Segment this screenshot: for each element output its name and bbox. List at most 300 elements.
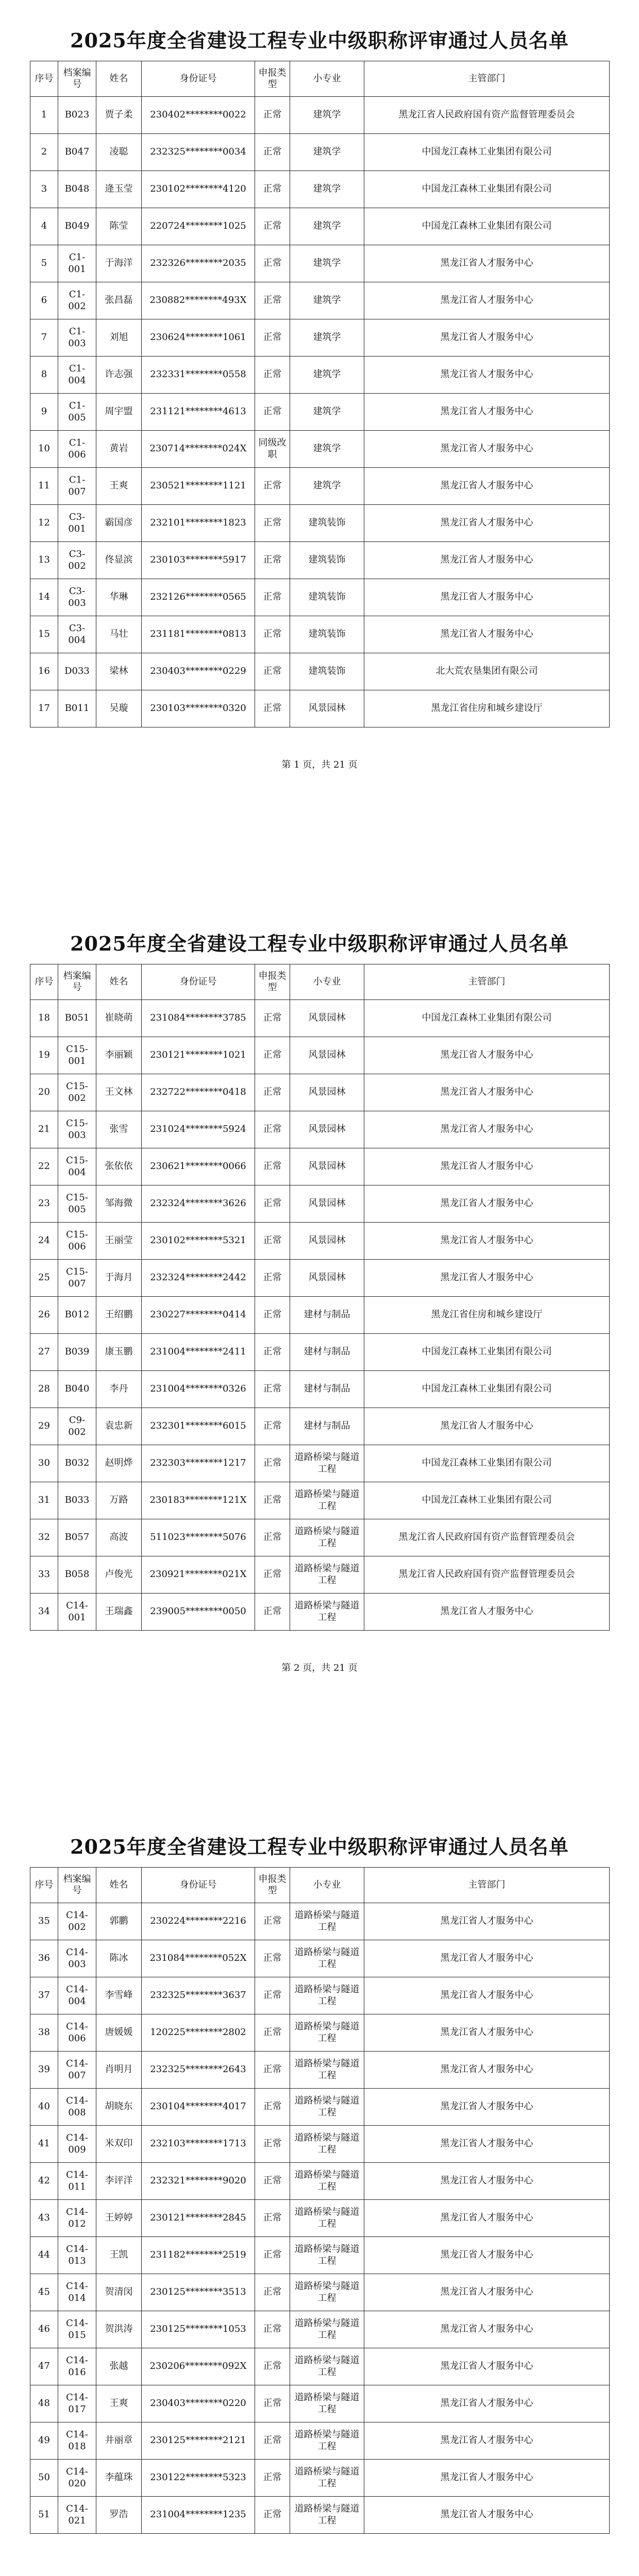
cell-archive-no: B032: [58, 1445, 96, 1482]
cell-id-number: 230102********5321: [142, 1223, 255, 1260]
header-row: [30, 1868, 610, 1903]
cell-archive-no: C15-002: [58, 1074, 96, 1111]
cell-seq: 46: [30, 2311, 58, 2348]
cell-specialty: 道路桥梁与隧道工程: [290, 1594, 364, 1631]
table-row: [30, 1111, 610, 1148]
table-row: [30, 542, 610, 579]
cell-department: 黑龙江省人才服务中心: [364, 2014, 610, 2052]
cell-id-number: 232303********1217: [142, 1445, 255, 1482]
cell-name: 王文林: [96, 1074, 142, 1111]
cell-specialty: 道路桥梁与隧道工程: [290, 1556, 364, 1594]
column-header-department: 主管部门: [364, 1868, 610, 1903]
roster-table: [30, 61, 610, 727]
cell-seq: 4: [30, 208, 58, 245]
table-row: [30, 245, 610, 282]
cell-archive-no: C14-020: [58, 2460, 96, 2497]
cell-seq: 49: [30, 2422, 58, 2460]
cell-apply-type: 正常: [255, 1519, 290, 1556]
cell-archive-no: C14-001: [58, 1594, 96, 1631]
cell-name: 刘旭: [96, 319, 142, 357]
column-header-name: 姓名: [96, 1868, 142, 1903]
table-row: [30, 208, 610, 245]
table-row: [30, 616, 610, 653]
cell-apply-type: 正常: [255, 1940, 290, 1977]
table-row: [30, 1148, 610, 1185]
cell-archive-no: C15-004: [58, 1148, 96, 1185]
column-header-seq: 序号: [30, 964, 58, 1000]
cell-department: 黑龙江省人才服务中心: [364, 1594, 610, 1631]
cell-department: 北大荒农垦集团有限公司: [364, 653, 610, 690]
cell-specialty: 建筑装饰: [290, 579, 364, 616]
cell-id-number: 231121********4613: [142, 394, 255, 431]
roster-table: [30, 1867, 610, 2534]
cell-name: 高波: [96, 1519, 142, 1556]
cell-specialty: 道路桥梁与隧道工程: [290, 2497, 364, 2534]
cell-name: 郭鹏: [96, 1903, 142, 1940]
cell-id-number: 231181********0813: [142, 616, 255, 653]
table-row: [30, 97, 610, 134]
cell-id-number: 231084********3785: [142, 1000, 255, 1037]
cell-seq: 30: [30, 1445, 58, 1482]
cell-apply-type: 正常: [255, 208, 290, 245]
table-row: [30, 1977, 610, 2014]
cell-apply-type: 正常: [255, 1556, 290, 1594]
cell-seq: 38: [30, 2014, 58, 2052]
cell-name: 李丹: [96, 1371, 142, 1408]
cell-seq: 14: [30, 579, 58, 616]
cell-specialty: 道路桥梁与隧道工程: [290, 1519, 364, 1556]
cell-name: 陈冰: [96, 1940, 142, 1977]
cell-archive-no: C14-008: [58, 2089, 96, 2126]
cell-department: 中国龙江森林工业集团有限公司: [364, 171, 610, 208]
table-row: [30, 1297, 610, 1334]
cell-id-number: 231024********5924: [142, 1111, 255, 1148]
cell-apply-type: 正常: [255, 171, 290, 208]
cell-specialty: 建筑学: [290, 134, 364, 171]
cell-seq: 10: [30, 431, 58, 468]
cell-department: 黑龙江省人民政府国有资产监督管理委员会: [364, 1519, 610, 1556]
cell-archive-no: C14-009: [58, 2126, 96, 2163]
cell-department: 黑龙江省人才服务中心: [364, 2089, 610, 2126]
table-row: [30, 1185, 610, 1223]
cell-specialty: 风景园林: [290, 1111, 364, 1148]
cell-apply-type: 正常: [255, 579, 290, 616]
table-row: [30, 2089, 610, 2126]
table-row: [30, 1594, 610, 1631]
cell-name: 张雪: [96, 1111, 142, 1148]
table-row: [30, 2237, 610, 2274]
table-row: [30, 1940, 610, 1977]
cell-department: 黑龙江省人才服务中心: [364, 357, 610, 394]
cell-specialty: 建筑装饰: [290, 505, 364, 542]
column-header-specialty: 小专业: [290, 964, 364, 1000]
cell-archive-no: C14-007: [58, 2052, 96, 2089]
cell-name: 李丽颖: [96, 1037, 142, 1074]
cell-specialty: 道路桥梁与隧道工程: [290, 2311, 364, 2348]
cell-id-number: 230125********2121: [142, 2422, 255, 2460]
table-row: [30, 431, 610, 468]
table-row: [30, 357, 610, 394]
cell-id-number: 232722********0418: [142, 1074, 255, 1111]
cell-id-number: 120225********2802: [142, 2014, 255, 2052]
cell-archive-no: C1-007: [58, 468, 96, 505]
cell-archive-no: C3-003: [58, 579, 96, 616]
cell-archive-no: C1-001: [58, 245, 96, 282]
cell-specialty: 风景园林: [290, 1037, 364, 1074]
cell-id-number: 232324********3626: [142, 1185, 255, 1223]
page-title: 2025年度全省建设工程专业中级职称评审通过人员名单: [70, 29, 569, 52]
cell-archive-no: B048: [58, 171, 96, 208]
cell-specialty: 道路桥梁与隧道工程: [290, 2200, 364, 2237]
cell-department: 黑龙江省人才服务中心: [364, 468, 610, 505]
cell-archive-no: C14-016: [58, 2348, 96, 2385]
cell-name: 唐媛媛: [96, 2014, 142, 2052]
cell-seq: 26: [30, 1297, 58, 1334]
cell-department: 黑龙江省人才服务中心: [364, 2126, 610, 2163]
cell-seq: 41: [30, 2126, 58, 2163]
cell-seq: 20: [30, 1074, 58, 1111]
cell-department: 黑龙江省人才服务中心: [364, 2385, 610, 2422]
cell-specialty: 道路桥梁与隧道工程: [290, 2422, 364, 2460]
cell-name: 张昌磊: [96, 282, 142, 319]
cell-name: 王瑞鑫: [96, 1594, 142, 1631]
table-row: [30, 319, 610, 357]
cell-id-number: 230921********021X: [142, 1556, 255, 1594]
page-footer: 第 1 页，共 21 页: [281, 759, 358, 770]
cell-specialty: 建筑学: [290, 97, 364, 134]
cell-archive-no: B047: [58, 134, 96, 171]
cell-specialty: 建筑学: [290, 431, 364, 468]
cell-seq: 21: [30, 1111, 58, 1148]
cell-department: 黑龙江省人才服务中心: [364, 1260, 610, 1297]
cell-apply-type: 正常: [255, 1977, 290, 2014]
cell-name: 王婷婷: [96, 2200, 142, 2237]
cell-specialty: 建材与制品: [290, 1408, 364, 1445]
cell-name: 胡晓东: [96, 2089, 142, 2126]
cell-seq: 37: [30, 1977, 58, 2014]
cell-seq: 39: [30, 2052, 58, 2089]
cell-id-number: 230103********0320: [142, 690, 255, 727]
cell-specialty: 风景园林: [290, 1223, 364, 1260]
cell-department: 黑龙江省人才服务中心: [364, 2163, 610, 2200]
cell-apply-type: 正常: [255, 245, 290, 282]
cell-seq: 28: [30, 1371, 58, 1408]
cell-apply-type: 正常: [255, 1074, 290, 1111]
header-row: [30, 61, 610, 97]
cell-apply-type: 正常: [255, 282, 290, 319]
cell-department: 黑龙江省人才服务中心: [364, 1074, 610, 1111]
cell-specialty: 建材与制品: [290, 1371, 364, 1408]
cell-name: 贺清闵: [96, 2274, 142, 2311]
cell-name: 袁忠新: [96, 1408, 142, 1445]
cell-name: 王绍鹏: [96, 1297, 142, 1334]
cell-apply-type: 正常: [255, 1594, 290, 1631]
cell-seq: 44: [30, 2237, 58, 2274]
cell-seq: 18: [30, 1000, 58, 1037]
cell-specialty: 道路桥梁与隧道工程: [290, 2460, 364, 2497]
cell-name: 许志强: [96, 357, 142, 394]
table-row: [30, 2163, 610, 2200]
table-row: [30, 690, 610, 727]
cell-specialty: 建筑装饰: [290, 542, 364, 579]
cell-department: 中国龙江森林工业集团有限公司: [364, 134, 610, 171]
cell-archive-no: C14-002: [58, 1903, 96, 1940]
table-row: [30, 2385, 610, 2422]
cell-id-number: 230121********2845: [142, 2200, 255, 2237]
cell-name: 李蕴珠: [96, 2460, 142, 2497]
cell-name: 黄岩: [96, 431, 142, 468]
cell-specialty: 道路桥梁与隧道工程: [290, 2163, 364, 2200]
table-row: [30, 1037, 610, 1074]
table-row: [30, 394, 610, 431]
cell-apply-type: 正常: [255, 97, 290, 134]
cell-id-number: 230624********1061: [142, 319, 255, 357]
cell-id-number: 232325********0034: [142, 134, 255, 171]
cell-archive-no: C14-006: [58, 2014, 96, 2052]
table-row: [30, 171, 610, 208]
cell-seq: 7: [30, 319, 58, 357]
cell-name: 万路: [96, 1482, 142, 1519]
cell-id-number: 230206********092X: [142, 2348, 255, 2385]
cell-department: 黑龙江省人才服务中心: [364, 2422, 610, 2460]
document-page: [0, 0, 639, 903]
cell-seq: 19: [30, 1037, 58, 1074]
cell-id-number: 232126********0565: [142, 579, 255, 616]
cell-seq: 3: [30, 171, 58, 208]
column-header-apply-type: 申报类型: [255, 61, 290, 97]
cell-department: 黑龙江省人才服务中心: [364, 1940, 610, 1977]
table-row: [30, 2014, 610, 2052]
cell-apply-type: 正常: [255, 1482, 290, 1519]
cell-id-number: 232331********0558: [142, 357, 255, 394]
table-row: [30, 2126, 610, 2163]
cell-archive-no: C14-012: [58, 2200, 96, 2237]
table-row: [30, 1519, 610, 1556]
cell-archive-no: C14-021: [58, 2497, 96, 2534]
cell-name: 赵明烨: [96, 1445, 142, 1482]
cell-seq: 2: [30, 134, 58, 171]
cell-department: 黑龙江省人民政府国有资产监督管理委员会: [364, 97, 610, 134]
cell-seq: 29: [30, 1408, 58, 1445]
cell-name: 李评洋: [96, 2163, 142, 2200]
cell-seq: 43: [30, 2200, 58, 2237]
cell-specialty: 风景园林: [290, 1260, 364, 1297]
cell-apply-type: 正常: [255, 1185, 290, 1223]
cell-id-number: 511023********5076: [142, 1519, 255, 1556]
cell-id-number: 230103********5917: [142, 542, 255, 579]
cell-archive-no: C15-001: [58, 1037, 96, 1074]
cell-seq: 32: [30, 1519, 58, 1556]
cell-apply-type: 正常: [255, 1037, 290, 1074]
page-footer: 第 2 页，共 21 页: [281, 1663, 358, 1673]
cell-specialty: 道路桥梁与隧道工程: [290, 2089, 364, 2126]
cell-archive-no: B011: [58, 690, 96, 727]
table-row: [30, 2497, 610, 2534]
table-row: [30, 282, 610, 319]
cell-specialty: 道路桥梁与隧道工程: [290, 2385, 364, 2422]
cell-department: 黑龙江省人才服务中心: [364, 2348, 610, 2385]
table-row: [30, 1000, 610, 1037]
cell-specialty: 建筑装饰: [290, 653, 364, 690]
cell-archive-no: C3-002: [58, 542, 96, 579]
cell-apply-type: 正常: [255, 2460, 290, 2497]
cell-seq: 24: [30, 1223, 58, 1260]
cell-id-number: 230102********4120: [142, 171, 255, 208]
cell-department: 黑龙江省人才服务中心: [364, 542, 610, 579]
roster-table: [30, 964, 610, 1631]
cell-id-number: 230621********0066: [142, 1148, 255, 1185]
cell-department: 黑龙江省人才服务中心: [364, 1148, 610, 1185]
table-row: [30, 1556, 610, 1594]
cell-seq: 48: [30, 2385, 58, 2422]
cell-specialty: 建筑学: [290, 357, 364, 394]
cell-name: 佟显滨: [96, 542, 142, 579]
column-header-id-number: 身份证号: [142, 964, 255, 1000]
cell-specialty: 建筑学: [290, 468, 364, 505]
cell-specialty: 建筑装饰: [290, 616, 364, 653]
table-row: [30, 2052, 610, 2089]
cell-name: 凌聪: [96, 134, 142, 171]
cell-id-number: 230403********0220: [142, 2385, 255, 2422]
cell-id-number: 230403********0229: [142, 653, 255, 690]
cell-specialty: 建筑学: [290, 208, 364, 245]
cell-department: 黑龙江省人才服务中心: [364, 2460, 610, 2497]
cell-apply-type: 正常: [255, 2052, 290, 2089]
table-row: [30, 1408, 610, 1445]
cell-id-number: 231004********2411: [142, 1334, 255, 1371]
column-header-department: 主管部门: [364, 964, 610, 1000]
column-header-apply-type: 申报类型: [255, 964, 290, 1000]
cell-id-number: 230183********121X: [142, 1482, 255, 1519]
cell-id-number: 231004********0326: [142, 1371, 255, 1408]
cell-apply-type: 正常: [255, 2274, 290, 2311]
cell-archive-no: C14-014: [58, 2274, 96, 2311]
cell-name: 李雪峰: [96, 1977, 142, 2014]
table-row: [30, 653, 610, 690]
cell-apply-type: 正常: [255, 1371, 290, 1408]
cell-seq: 33: [30, 1556, 58, 1594]
cell-name: 贾子柔: [96, 97, 142, 134]
cell-id-number: 230224********2216: [142, 1903, 255, 1940]
column-header-apply-type: 申报类型: [255, 1868, 290, 1903]
cell-department: 黑龙江省人才服务中心: [364, 2237, 610, 2274]
cell-seq: 8: [30, 357, 58, 394]
cell-seq: 1: [30, 97, 58, 134]
cell-department: 黑龙江省人民政府国有资产监督管理委员会: [364, 1556, 610, 1594]
table-row: [30, 2311, 610, 2348]
cell-id-number: 230125********3513: [142, 2274, 255, 2311]
cell-archive-no: C14-018: [58, 2422, 96, 2460]
cell-specialty: 道路桥梁与隧道工程: [290, 2126, 364, 2163]
column-header-archive-no: 档案编号: [58, 964, 96, 1000]
cell-apply-type: 正常: [255, 2089, 290, 2126]
cell-specialty: 建筑学: [290, 282, 364, 319]
cell-specialty: 道路桥梁与隧道工程: [290, 1977, 364, 2014]
cell-seq: 15: [30, 616, 58, 653]
cell-department: 黑龙江省人才服务中心: [364, 2200, 610, 2237]
cell-apply-type: 正常: [255, 2422, 290, 2460]
cell-archive-no: B039: [58, 1334, 96, 1371]
cell-seq: 22: [30, 1148, 58, 1185]
page-title: 2025年度全省建设工程专业中级职称评审通过人员名单: [70, 1835, 569, 1858]
cell-apply-type: 正常: [255, 1223, 290, 1260]
cell-archive-no: B051: [58, 1000, 96, 1037]
cell-specialty: 建筑学: [290, 319, 364, 357]
cell-id-number: 232325********2643: [142, 2052, 255, 2089]
cell-apply-type: 正常: [255, 2348, 290, 2385]
header-row: [30, 964, 610, 1000]
cell-name: 马壮: [96, 616, 142, 653]
cell-apply-type: 正常: [255, 1445, 290, 1482]
cell-archive-no: B033: [58, 1482, 96, 1519]
cell-archive-no: C1-004: [58, 357, 96, 394]
cell-name: 邹海微: [96, 1185, 142, 1223]
cell-seq: 47: [30, 2348, 58, 2385]
cell-archive-no: C3-001: [58, 505, 96, 542]
cell-archive-no: B049: [58, 208, 96, 245]
cell-department: 黑龙江省人才服务中心: [364, 319, 610, 357]
cell-department: 中国龙江森林工业集团有限公司: [364, 1482, 610, 1519]
cell-name: 吴璇: [96, 690, 142, 727]
cell-archive-no: D033: [58, 653, 96, 690]
cell-apply-type: 正常: [255, 2497, 290, 2534]
cell-department: 中国龙江森林工业集团有限公司: [364, 1000, 610, 1037]
cell-name: 罗浩: [96, 2497, 142, 2534]
table-row: [30, 1074, 610, 1111]
cell-apply-type: 正常: [255, 2014, 290, 2052]
table-row: [30, 579, 610, 616]
cell-department: 中国龙江森林工业集团有限公司: [364, 1445, 610, 1482]
cell-specialty: 道路桥梁与隧道工程: [290, 2014, 364, 2052]
cell-archive-no: C9-002: [58, 1408, 96, 1445]
cell-id-number: 232326********2035: [142, 245, 255, 282]
cell-seq: 17: [30, 690, 58, 727]
cell-specialty: 道路桥梁与隧道工程: [290, 1940, 364, 1977]
cell-department: 黑龙江省人才服务中心: [364, 245, 610, 282]
cell-name: 周宇盟: [96, 394, 142, 431]
cell-name: 陈莹: [96, 208, 142, 245]
cell-archive-no: C1-005: [58, 394, 96, 431]
cell-apply-type: 正常: [255, 1111, 290, 1148]
cell-name: 王凯: [96, 2237, 142, 2274]
cell-archive-no: C1-002: [58, 282, 96, 319]
cell-specialty: 风景园林: [290, 1074, 364, 1111]
cell-apply-type: 正常: [255, 2163, 290, 2200]
cell-archive-no: C15-005: [58, 1185, 96, 1223]
cell-apply-type: 正常: [255, 690, 290, 727]
cell-name: 卢俊光: [96, 1556, 142, 1594]
table-row: [30, 1445, 610, 1482]
cell-department: 黑龙江省人才服务中心: [364, 1111, 610, 1148]
cell-seq: 45: [30, 2274, 58, 2311]
page-title: 2025年度全省建设工程专业中级职称评审通过人员名单: [70, 932, 569, 955]
cell-name: 肖明月: [96, 2052, 142, 2089]
table-row: [30, 1371, 610, 1408]
cell-name: 王丽莹: [96, 1223, 142, 1260]
cell-apply-type: 正常: [255, 2126, 290, 2163]
cell-specialty: 风景园林: [290, 690, 364, 727]
cell-specialty: 风景园林: [290, 1185, 364, 1223]
cell-department: 黑龙江省住房和城乡建设厅: [364, 1297, 610, 1334]
cell-name: 康玉鹏: [96, 1334, 142, 1371]
cell-seq: 25: [30, 1260, 58, 1297]
cell-apply-type: 正常: [255, 394, 290, 431]
cell-seq: 13: [30, 542, 58, 579]
cell-specialty: 建筑学: [290, 171, 364, 208]
cell-archive-no: C14-013: [58, 2237, 96, 2274]
column-header-seq: 序号: [30, 1868, 58, 1903]
cell-department: 黑龙江省人才服务中心: [364, 2274, 610, 2311]
